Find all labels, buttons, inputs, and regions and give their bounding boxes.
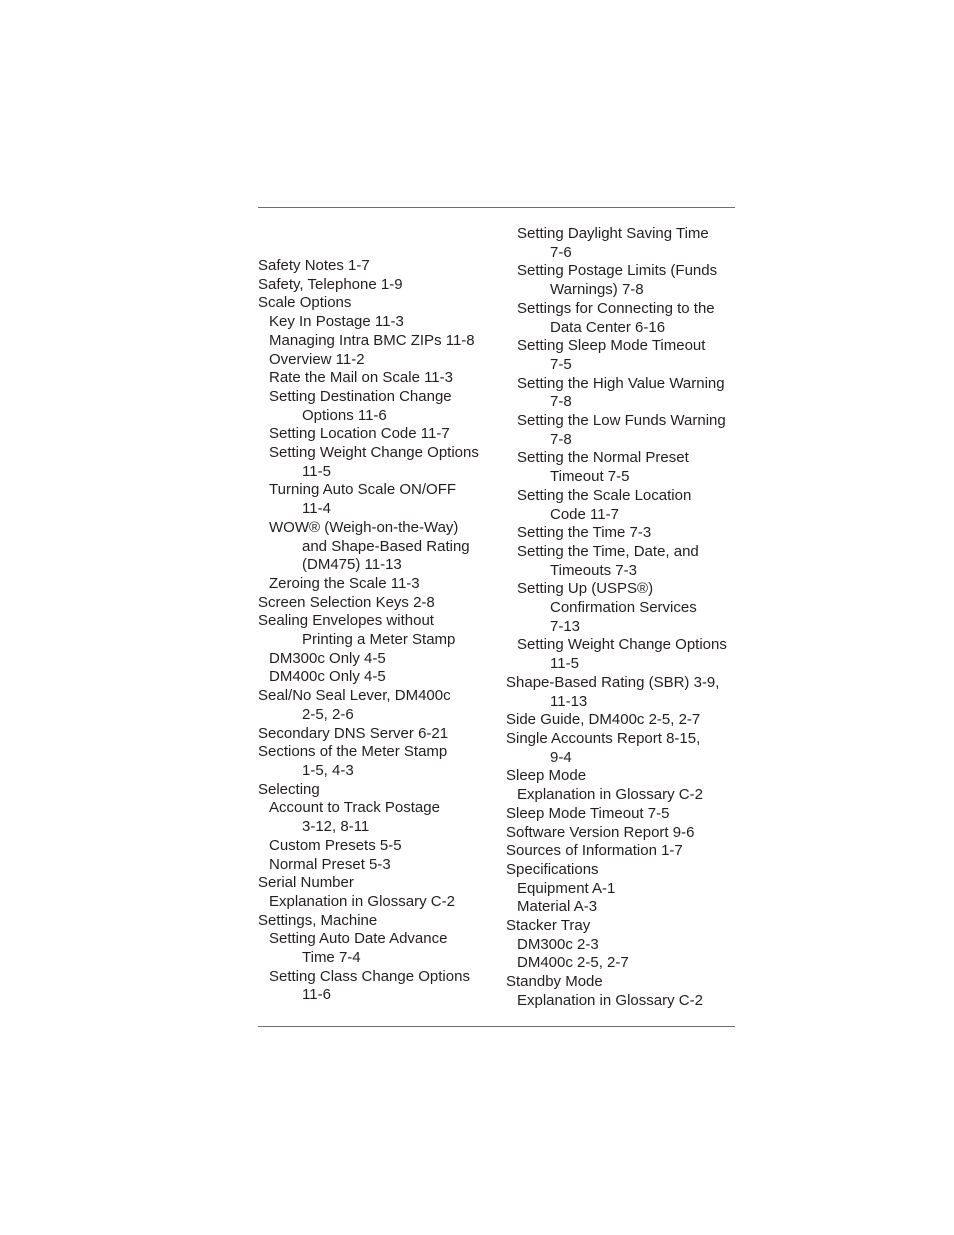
index-entry-text: Serial Number (258, 874, 354, 892)
index-subentry (258, 650, 498, 669)
index-entry-continuation: 9-4 (550, 748, 572, 766)
index-entry-text: Turning Auto Scale ON/OFF (269, 481, 457, 499)
index-entry-text: Setting Location Code 11-7 (269, 425, 450, 443)
index-entry-text: Specifications (506, 860, 599, 878)
index-subentry (506, 300, 746, 337)
index-subentry (506, 543, 746, 580)
index-entry (258, 725, 498, 744)
index-entry-continuation: Data Center 6-16 (550, 318, 666, 336)
index-entry-continuation: and Shape-Based Rating (302, 537, 470, 555)
index-subentry (258, 369, 498, 388)
index-entry-text: Setting the Time, Date, and (517, 542, 699, 560)
index-entry (506, 711, 746, 730)
index-entry-continuation: Timeouts 7-3 (550, 561, 637, 579)
index-entry-continuation: Confirmation Services (550, 599, 697, 617)
index-subentry (506, 954, 746, 973)
index-subentry (258, 856, 498, 875)
index-subentry (506, 786, 746, 805)
index-entry-continuation: 11-6 (302, 986, 331, 1004)
index-entry-text: Setting Auto Date Advance (269, 930, 448, 948)
index-entry-text: Equipment A-1 (517, 879, 616, 897)
bottom-rule (258, 1026, 735, 1027)
index-entry-text: Sources of Information 1-7 (506, 842, 683, 860)
index-entry-text: Secondary DNS Server 6-21 (258, 724, 449, 742)
index-subentry (258, 837, 498, 856)
index-entry-text: Setting Destination Change (269, 387, 452, 405)
index-subentry (258, 519, 498, 575)
index-entry (506, 730, 746, 767)
index-entry-text: DM400c 2-5, 2-7 (517, 954, 629, 972)
index-entry-text: Setting Postage Limits (Funds (517, 262, 718, 280)
index-subentry (506, 580, 746, 636)
index-entry-continuation: 7-13 (550, 617, 581, 635)
index-entry-text: DM400c Only 4-5 (269, 668, 386, 686)
index-entry-text: Settings for Connecting to the (517, 299, 715, 317)
index-entry-text: Seal/No Seal Lever, DM400c (258, 687, 451, 705)
index-subentry (506, 449, 746, 486)
index-subentry (506, 524, 746, 543)
index-entry (258, 594, 498, 613)
index-subentry (258, 930, 498, 967)
index-entry-continuation: 7-8 (550, 393, 572, 411)
index-entry-text: Setting Up (USPS®) (517, 580, 654, 598)
index-entry-continuation: Printing a Meter Stamp (302, 631, 456, 649)
index-entry (506, 674, 746, 711)
index-entry-text: Selecting (258, 780, 320, 798)
index-entry (506, 805, 746, 824)
index-entry (506, 973, 746, 992)
index-entry-text: DM300c 2-3 (517, 935, 599, 953)
index-entry-text: Setting Weight Change Options (269, 444, 479, 462)
index-entry-text: Normal Preset 5-3 (269, 855, 391, 873)
index-entry-text: Material A-3 (517, 898, 598, 916)
index-subentry (258, 351, 498, 370)
index-entry (258, 276, 498, 295)
index-entry (258, 781, 498, 800)
index-subentry (258, 893, 498, 912)
index-subentry (258, 481, 498, 518)
index-subentry (258, 668, 498, 687)
index-entry-text: Explanation in Glossary C-2 (517, 991, 703, 1009)
index-entry-continuation: Code 11-7 (550, 505, 619, 523)
index-entry-continuation: (DM475) 11-13 (302, 556, 402, 574)
index-entry-text: Overview 11-2 (269, 350, 365, 368)
index-entry-text: Setting the Low Funds Warning (517, 412, 726, 430)
index-column-right (506, 225, 746, 1011)
index-subentry (258, 968, 498, 1005)
index-entry-continuation: 7-5 (550, 355, 572, 373)
index-entry-text: Single Accounts Report 8-15, (506, 729, 701, 747)
index-entry-continuation: Time 7-4 (302, 949, 361, 967)
index-entry-continuation: 7-6 (550, 243, 572, 261)
index-entry (506, 842, 746, 861)
index-subentry (506, 225, 746, 262)
index-entry-text: Managing Intra BMC ZIPs 11-8 (269, 331, 475, 349)
index-subentry (506, 487, 746, 524)
index-entry (506, 917, 746, 936)
index-subentry (506, 636, 746, 673)
index-subentry (506, 412, 746, 449)
index-entry (258, 687, 498, 724)
index-entry-text: Sections of the Meter Stamp (258, 743, 448, 761)
index-entry (258, 257, 498, 276)
index-entry-continuation: Options 11-6 (302, 406, 387, 424)
index-subentry (258, 425, 498, 444)
index-entry-continuation: Timeout 7-5 (550, 468, 630, 486)
index-entry (258, 912, 498, 931)
index-entry (258, 294, 498, 313)
index-entry-text: Account to Track Postage (269, 799, 440, 817)
index-entry-continuation: 11-4 (302, 500, 331, 518)
index-entry-text: Standby Mode (506, 973, 603, 991)
index-entry-text: Software Version Report 9-6 (506, 823, 695, 841)
index-entry (506, 824, 746, 843)
index-entry-text: Settings, Machine (258, 911, 378, 929)
index-entry-text: Rate the Mail on Scale 11-3 (269, 369, 453, 387)
index-subentry (258, 444, 498, 481)
index-entry-text: Setting Daylight Saving Time (517, 225, 709, 242)
index-entry-continuation: 1-5, 4-3 (302, 761, 354, 779)
index-entry-text: Safety Notes 1-7 (258, 257, 370, 274)
index-subentry (258, 388, 498, 425)
index-entry-text: DM300c Only 4-5 (269, 649, 386, 667)
index-entry-continuation: 11-5 (302, 462, 331, 480)
index-subentry (506, 936, 746, 955)
index-subentry (506, 262, 746, 299)
index-subentry (506, 992, 746, 1011)
index-entry-text: Sealing Envelopes without (258, 612, 434, 630)
index-entry-text: Explanation in Glossary C-2 (517, 786, 703, 804)
index-entry (258, 874, 498, 893)
index-entry-text: Setting the Normal Preset (517, 449, 689, 467)
top-rule (258, 207, 735, 208)
index-entry-text: Explanation in Glossary C-2 (269, 892, 455, 910)
index-entry-continuation: Warnings) 7-8 (550, 281, 644, 299)
index-subentry (258, 332, 498, 351)
index-entry-text: Key In Postage 11-3 (269, 313, 404, 331)
index-entry-continuation: 2-5, 2-6 (302, 705, 354, 723)
index-entry-text: Stacker Tray (506, 917, 591, 935)
index-entry-continuation: 11-13 (550, 692, 588, 710)
index-entry-text: Setting the Time 7-3 (517, 524, 652, 542)
index-entry-continuation: 11-5 (550, 655, 579, 673)
index-entry (258, 743, 498, 780)
index-entry-text: Zeroing the Scale 11-3 (269, 574, 420, 592)
index-entry-continuation: 3-12, 8-11 (302, 818, 370, 836)
index-entry-text: Sleep Mode Timeout 7-5 (506, 804, 670, 822)
index-entry-text: Setting the High Value Warning (517, 374, 725, 392)
index-entry-text: Custom Presets 5-5 (269, 836, 402, 854)
index-entry-text: Sleep Mode (506, 767, 587, 785)
index-subentry (506, 880, 746, 899)
index-subentry (506, 375, 746, 412)
index-subentry (258, 799, 498, 836)
index-entry-text: Screen Selection Keys 2-8 (258, 593, 435, 611)
index-subentry (506, 337, 746, 374)
index-entry-text: Setting Sleep Mode Timeout (517, 337, 706, 355)
index-entry-text: Side Guide, DM400c 2-5, 2-7 (506, 711, 701, 729)
index-entry-text: Setting Class Change Options (269, 967, 470, 985)
index-entry-text: Setting Weight Change Options (517, 636, 727, 654)
index-entry (506, 767, 746, 786)
index-entry (258, 612, 498, 649)
index-entry-text: Shape-Based Rating (SBR) 3-9, (506, 673, 720, 691)
index-column-left (258, 257, 498, 1005)
index-entry (506, 861, 746, 880)
index-entry-text: WOW® (Weigh-on-the-Way) (269, 518, 459, 536)
index-subentry (506, 898, 746, 917)
index-entry-text: Safety, Telephone 1-9 (258, 275, 403, 293)
index-entry-continuation: 7-8 (550, 430, 572, 448)
index-entry-text: Scale Options (258, 294, 352, 312)
index-subentry (258, 575, 498, 594)
index-entry-text: Setting the Scale Location (517, 486, 692, 504)
index-subentry (258, 313, 498, 332)
